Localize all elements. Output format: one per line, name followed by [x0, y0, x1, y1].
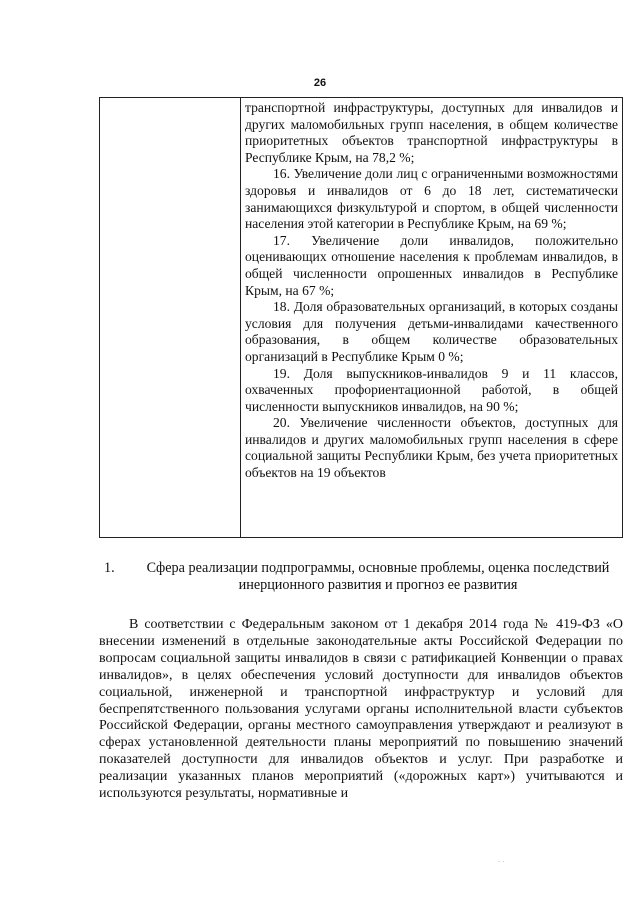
indicator-item: 17. Увеличение доли инвалидов, положительно оценивающих отношение населения к проблемам инвалидов, в общей численности опрошенных инвалидов в Республике Крым, на 67 %;: [245, 232, 618, 298]
page-number: 26: [313, 77, 327, 89]
indicator-table: [99, 97, 623, 538]
section-heading: [104, 560, 620, 594]
indicator-item: 16. Увеличение доли лиц с ограниченными возможностями здоровья и инвалидов от 6 до 18 лет, систематически занимающихся физкультурой и спортом, в общей численности населения этой категории в Республике Крым, на 69 %;: [245, 166, 618, 232]
table-right-cell: [241, 98, 623, 538]
indicator-item: 19. Доля выпускников-инвалидов 9 и 11 классов, охваченных профориентационной работой, в общей численности выпускников инвалидов, на 90 %;: [245, 365, 618, 414]
section-title: Сфера реализации подпрограммы, основные проблемы, оценка последствий инерционного развития и прогноз ее развития: [146, 560, 610, 593]
table-row: [100, 98, 623, 538]
section-number: 1.: [104, 560, 115, 576]
indicator-item: 20. Увеличение численности объектов, доступных для инвалидов и других маломобильных групп населения в сфере социальной защиты Республики Крым, без учета приоритетных объектов на 19 объектов: [245, 415, 618, 481]
indicator-item: транспортной инфраструктуры, доступных для инвалидов и других маломобильных групп населения, в общем количестве приоритетных объектов транспортной инфраструктуры в Республике Крым, на 78,2 %;: [245, 100, 618, 165]
scan-artifact: · ·: [498, 858, 505, 866]
table-left-cell: [100, 98, 241, 538]
body-paragraph: В соответствии с Федеральным законом от 1 декабря 2014 года № 419-ФЗ «О внесении изменений в отдельные законодательные акты Российской Федерации по вопросам социальной защиты инвалидов в связи с ратификацией Конвенции о правах инвалидов», в целях обеспечения условий доступности для инвалидов объектов социальной, инженерной и транспортной инфраструктур и условий для беспрепятственного пользования услугами органы исполнительной власти субъектов Российской Федерации, органы местного самоуправления утверждают и реализуют в сферах установленной деятельности планы мероприятий по повышению значений показателей доступности для инвалидов объектов и услуг. При разработке и реализации указанных планов мероприятий («дорожных карт») учитываются и используются результаты, нормативные и: [99, 617, 623, 802]
indicator-item: 18. Доля образовательных организаций, в которых созданы условия для получения детьми-инвалидами качественного образования, в общем количестве образовательных организаций в Республике Крым 0 %;: [245, 299, 618, 364]
